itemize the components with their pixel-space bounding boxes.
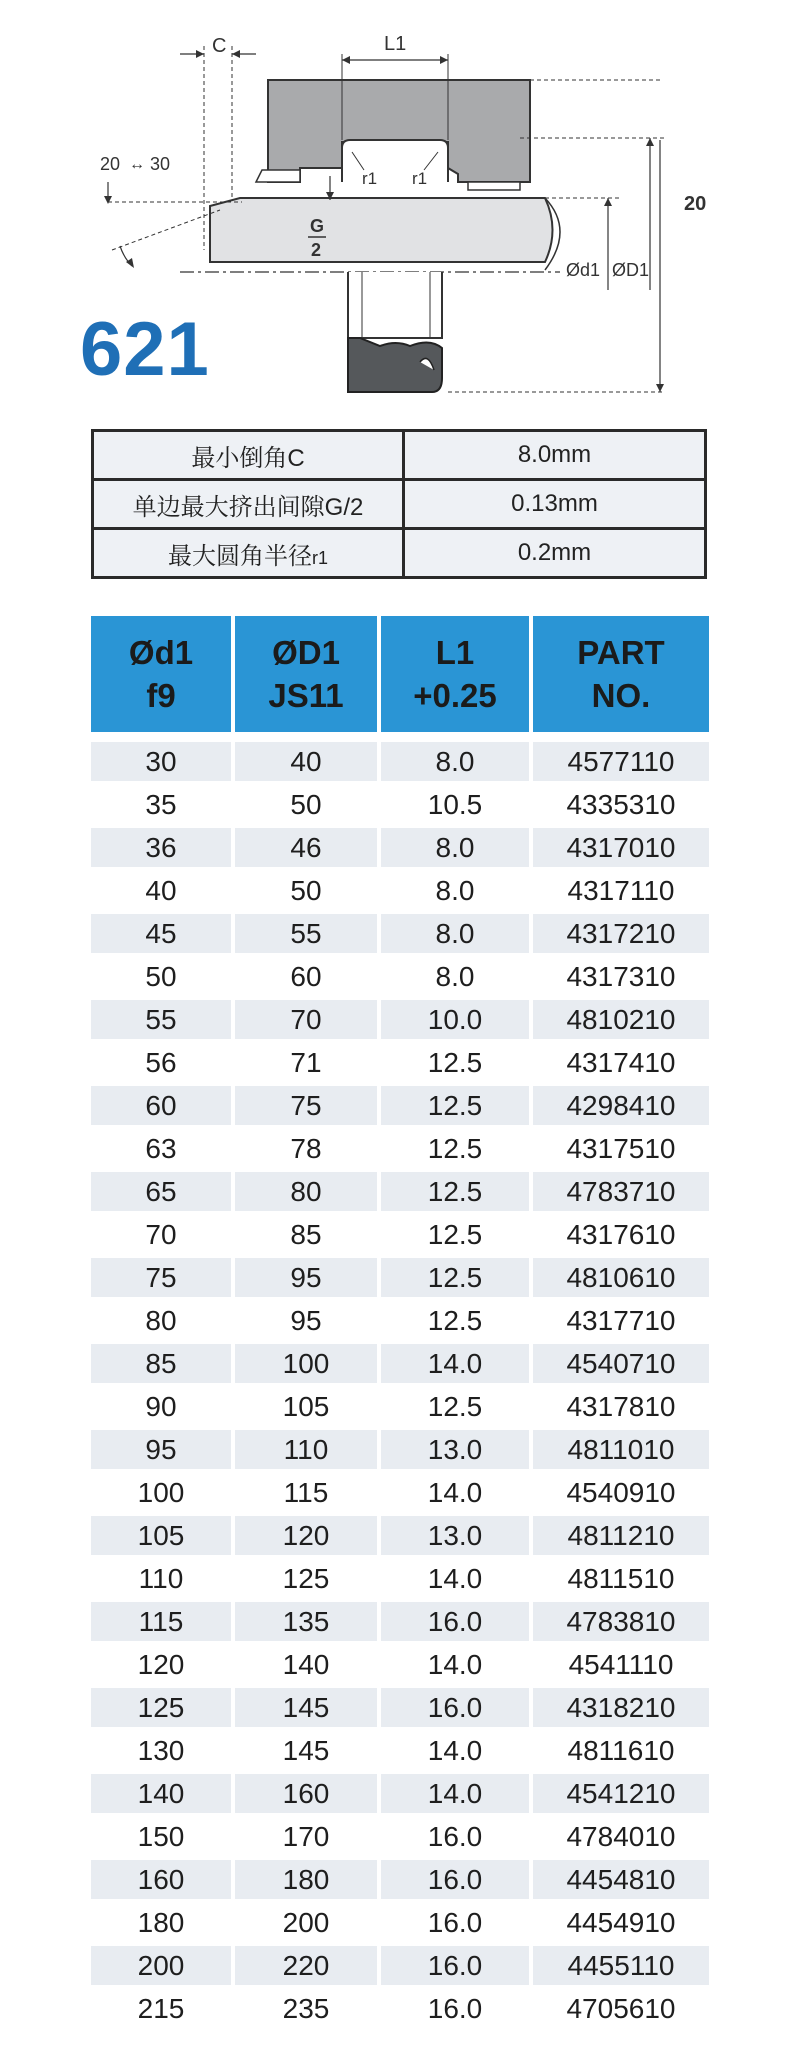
- cell-l1: 12.5: [381, 1258, 529, 1297]
- cell-d1: 120: [91, 1645, 231, 1684]
- cell-D1: 46: [235, 828, 377, 867]
- cell-D1: 60: [235, 957, 377, 996]
- cell-l1: 13.0: [381, 1516, 529, 1555]
- cell-part-no: 4317710: [533, 1301, 709, 1340]
- table-row: [91, 914, 709, 953]
- spec-table: [91, 429, 707, 579]
- table-row: [91, 1946, 709, 1985]
- cell-D1: 80: [235, 1172, 377, 1211]
- cell-d1: 35: [91, 785, 231, 824]
- cell-part-no: 4810210: [533, 1000, 709, 1039]
- table-row: [91, 1000, 709, 1039]
- cell-D1: 55: [235, 914, 377, 953]
- cell-part-no: 4317010: [533, 828, 709, 867]
- table-row: [91, 1172, 709, 1211]
- cell-D1: 70: [235, 1000, 377, 1039]
- cell-part-no: 4811510: [533, 1559, 709, 1598]
- spec-label-cell: [93, 529, 404, 578]
- cell-D1: 100: [235, 1344, 377, 1383]
- table-row: [91, 785, 709, 824]
- cell-part-no: 4811210: [533, 1516, 709, 1555]
- header-line: NO.: [591, 677, 651, 714]
- cell-d1: 55: [91, 1000, 231, 1039]
- cell-part-no: 4298410: [533, 1086, 709, 1125]
- cell-part-no: 4454910: [533, 1903, 709, 1942]
- header-line: Ød1: [128, 634, 194, 671]
- label-g-den: 2: [311, 240, 322, 260]
- spec-label: 单边最大挤出间隙G/2: [93, 480, 404, 529]
- spec-label-suffix: r1: [311, 547, 328, 568]
- cell-D1: 110: [235, 1430, 377, 1469]
- cell-D1: 95: [235, 1301, 377, 1340]
- label-cut: 20: [684, 193, 707, 215]
- cell-part-no: 4784010: [533, 1817, 709, 1856]
- cell-d1: 50: [91, 957, 231, 996]
- cell-l1: 12.5: [381, 1301, 529, 1340]
- cell-part-no: 4811010: [533, 1430, 709, 1469]
- spec-row: [93, 529, 706, 578]
- cell-part-no: 4783710: [533, 1172, 709, 1211]
- cell-d1: 140: [91, 1774, 231, 1813]
- cell-l1: 8.0: [381, 742, 529, 781]
- cell-l1: 16.0: [381, 1946, 529, 1985]
- cell-d1: 40: [91, 871, 231, 910]
- cell-D1: 50: [235, 785, 377, 824]
- cell-D1: 200: [235, 1903, 377, 1942]
- spec-row: [93, 431, 706, 480]
- cell-part-no: 4317110: [533, 871, 709, 910]
- cell-D1: 160: [235, 1774, 377, 1813]
- dimension-table-header: [91, 616, 709, 732]
- cell-D1: 120: [235, 1516, 377, 1555]
- svg-text:↔: ↔: [129, 156, 145, 173]
- cell-d1: 125: [91, 1688, 231, 1727]
- cell-l1: 16.0: [381, 1817, 529, 1856]
- cell-D1: 140: [235, 1645, 377, 1684]
- cell-l1: 12.5: [381, 1043, 529, 1082]
- table-row: [91, 1473, 709, 1512]
- cell-part-no: 4317510: [533, 1129, 709, 1168]
- cell-d1: 110: [91, 1559, 231, 1598]
- label-r1-right: r1: [412, 169, 428, 188]
- cell-d1: 60: [91, 1086, 231, 1125]
- cell-part-no: 4318210: [533, 1688, 709, 1727]
- spec-label: 最小倒角C: [93, 431, 404, 480]
- cell-D1: 95: [235, 1258, 377, 1297]
- table-row: [91, 1817, 709, 1856]
- table-row: [91, 1129, 709, 1168]
- cell-part-no: 4540710: [533, 1344, 709, 1383]
- shaft: [210, 198, 553, 262]
- table-row: [91, 1387, 709, 1426]
- table-row: [91, 1774, 709, 1813]
- cell-D1: 125: [235, 1559, 377, 1598]
- cell-l1: 14.0: [381, 1344, 529, 1383]
- spec-value: 0.2mm: [404, 529, 706, 578]
- cell-l1: 14.0: [381, 1645, 529, 1684]
- cell-D1: 50: [235, 871, 377, 910]
- header-line: ØD1: [272, 634, 340, 671]
- label-g-num: G: [310, 216, 325, 236]
- table-row: [91, 1989, 709, 2028]
- spec-label: 最大圆角半径: [167, 542, 312, 570]
- cell-part-no: 4317310: [533, 957, 709, 996]
- table-row: [91, 828, 709, 867]
- cell-d1: 215: [91, 1989, 231, 2028]
- cell-d1: 95: [91, 1430, 231, 1469]
- cell-D1: 78: [235, 1129, 377, 1168]
- cell-l1: 16.0: [381, 1989, 529, 2028]
- header-part-no: [533, 616, 709, 732]
- table-row: [91, 1516, 709, 1555]
- cell-part-no: 4811610: [533, 1731, 709, 1770]
- table-row: [91, 1602, 709, 1641]
- cell-d1: 65: [91, 1172, 231, 1211]
- cell-l1: 8.0: [381, 957, 529, 996]
- table-row: [91, 1215, 709, 1254]
- cell-part-no: 4317610: [533, 1215, 709, 1254]
- cell-l1: 14.0: [381, 1473, 529, 1512]
- cell-part-no: 4705610: [533, 1989, 709, 2028]
- table-row: [91, 1344, 709, 1383]
- cell-l1: 16.0: [381, 1903, 529, 1942]
- cell-d1: 115: [91, 1602, 231, 1641]
- cell-d1: 75: [91, 1258, 231, 1297]
- header-line: +0.25: [413, 677, 497, 714]
- cell-d1: 45: [91, 914, 231, 953]
- cell-part-no: 4317410: [533, 1043, 709, 1082]
- cell-l1: 14.0: [381, 1774, 529, 1813]
- cell-part-no: 4335310: [533, 785, 709, 824]
- cell-d1: 30: [91, 742, 231, 781]
- cell-D1: 75: [235, 1086, 377, 1125]
- cell-D1: 115: [235, 1473, 377, 1512]
- cell-D1: 180: [235, 1860, 377, 1899]
- cell-part-no: 4577110: [533, 742, 709, 781]
- table-row: [91, 957, 709, 996]
- header-line: f9: [146, 677, 176, 714]
- cell-d1: 200: [91, 1946, 231, 1985]
- label-c: C: [212, 35, 227, 57]
- cell-l1: 13.0: [381, 1430, 529, 1469]
- label-d1: Ød1: [566, 260, 601, 280]
- cell-l1: 12.5: [381, 1215, 529, 1254]
- cell-d1: 36: [91, 828, 231, 867]
- table-row: [91, 871, 709, 910]
- cell-l1: 14.0: [381, 1731, 529, 1770]
- cell-part-no: 4540910: [533, 1473, 709, 1512]
- header-line: L1: [435, 634, 475, 671]
- table-row: [91, 1559, 709, 1598]
- cell-d1: 90: [91, 1387, 231, 1426]
- spec-row: [93, 480, 706, 529]
- cell-D1: 85: [235, 1215, 377, 1254]
- cell-d1: 160: [91, 1860, 231, 1899]
- cell-part-no: 4783810: [533, 1602, 709, 1641]
- table-row: [91, 1258, 709, 1297]
- cell-d1: 80: [91, 1301, 231, 1340]
- cell-part-no: 4454810: [533, 1860, 709, 1899]
- label-l1: L1: [384, 33, 407, 55]
- cell-D1: 40: [235, 742, 377, 781]
- cell-d1: 105: [91, 1516, 231, 1555]
- header-line: JS11: [268, 677, 344, 714]
- cell-d1: 100: [91, 1473, 231, 1512]
- label-D1: ØD1: [612, 260, 650, 280]
- cell-part-no: 4455110: [533, 1946, 709, 1985]
- cell-D1: 235: [235, 1989, 377, 2028]
- table-row: [91, 742, 709, 781]
- table-row: [91, 1301, 709, 1340]
- cell-l1: 8.0: [381, 914, 529, 953]
- cell-D1: 145: [235, 1688, 377, 1727]
- cell-D1: 135: [235, 1602, 377, 1641]
- cell-l1: 12.5: [381, 1172, 529, 1211]
- cell-d1: 63: [91, 1129, 231, 1168]
- header-line: PART: [577, 634, 665, 671]
- cell-part-no: 4541110: [533, 1645, 709, 1684]
- label-r1-left: r1: [362, 169, 378, 188]
- cell-part-no: 4541210: [533, 1774, 709, 1813]
- cell-d1: 70: [91, 1215, 231, 1254]
- cell-l1: 8.0: [381, 871, 529, 910]
- cell-d1: 150: [91, 1817, 231, 1856]
- cell-D1: 170: [235, 1817, 377, 1856]
- table-row: [91, 1086, 709, 1125]
- cell-l1: 12.5: [381, 1129, 529, 1168]
- cell-l1: 16.0: [381, 1602, 529, 1641]
- table-row: [91, 1430, 709, 1469]
- table-row: [91, 1903, 709, 1942]
- spec-value: 0.13mm: [404, 480, 706, 529]
- table-row: [91, 1860, 709, 1899]
- header-d1: [91, 616, 231, 732]
- cell-part-no: 4317210: [533, 914, 709, 953]
- cell-part-no: 4317810: [533, 1387, 709, 1426]
- series-number: 621: [80, 307, 210, 392]
- cell-l1: 12.5: [381, 1086, 529, 1125]
- label-angle-min: 20: [100, 154, 121, 174]
- cell-D1: 71: [235, 1043, 377, 1082]
- cell-d1: 56: [91, 1043, 231, 1082]
- cell-l1: 8.0: [381, 828, 529, 867]
- cell-d1: 180: [91, 1903, 231, 1942]
- label-angle-max: 30: [150, 154, 171, 174]
- cell-D1: 105: [235, 1387, 377, 1426]
- cell-l1: 10.0: [381, 1000, 529, 1039]
- table-row: [91, 1688, 709, 1727]
- cell-d1: 85: [91, 1344, 231, 1383]
- cell-l1: 16.0: [381, 1688, 529, 1727]
- header-D1: [235, 616, 377, 732]
- dimension-table-body: [91, 742, 709, 2032]
- cell-part-no: 4810610: [533, 1258, 709, 1297]
- cell-l1: 14.0: [381, 1559, 529, 1598]
- cell-l1: 16.0: [381, 1860, 529, 1899]
- cell-D1: 220: [235, 1946, 377, 1985]
- table-row: [91, 1043, 709, 1082]
- cell-D1: 145: [235, 1731, 377, 1770]
- table-row: [91, 1645, 709, 1684]
- header-l1: [381, 616, 529, 732]
- cell-l1: 10.5: [381, 785, 529, 824]
- cell-d1: 130: [91, 1731, 231, 1770]
- spec-value: 8.0mm: [404, 431, 706, 480]
- table-row: [91, 1731, 709, 1770]
- cell-l1: 12.5: [381, 1387, 529, 1426]
